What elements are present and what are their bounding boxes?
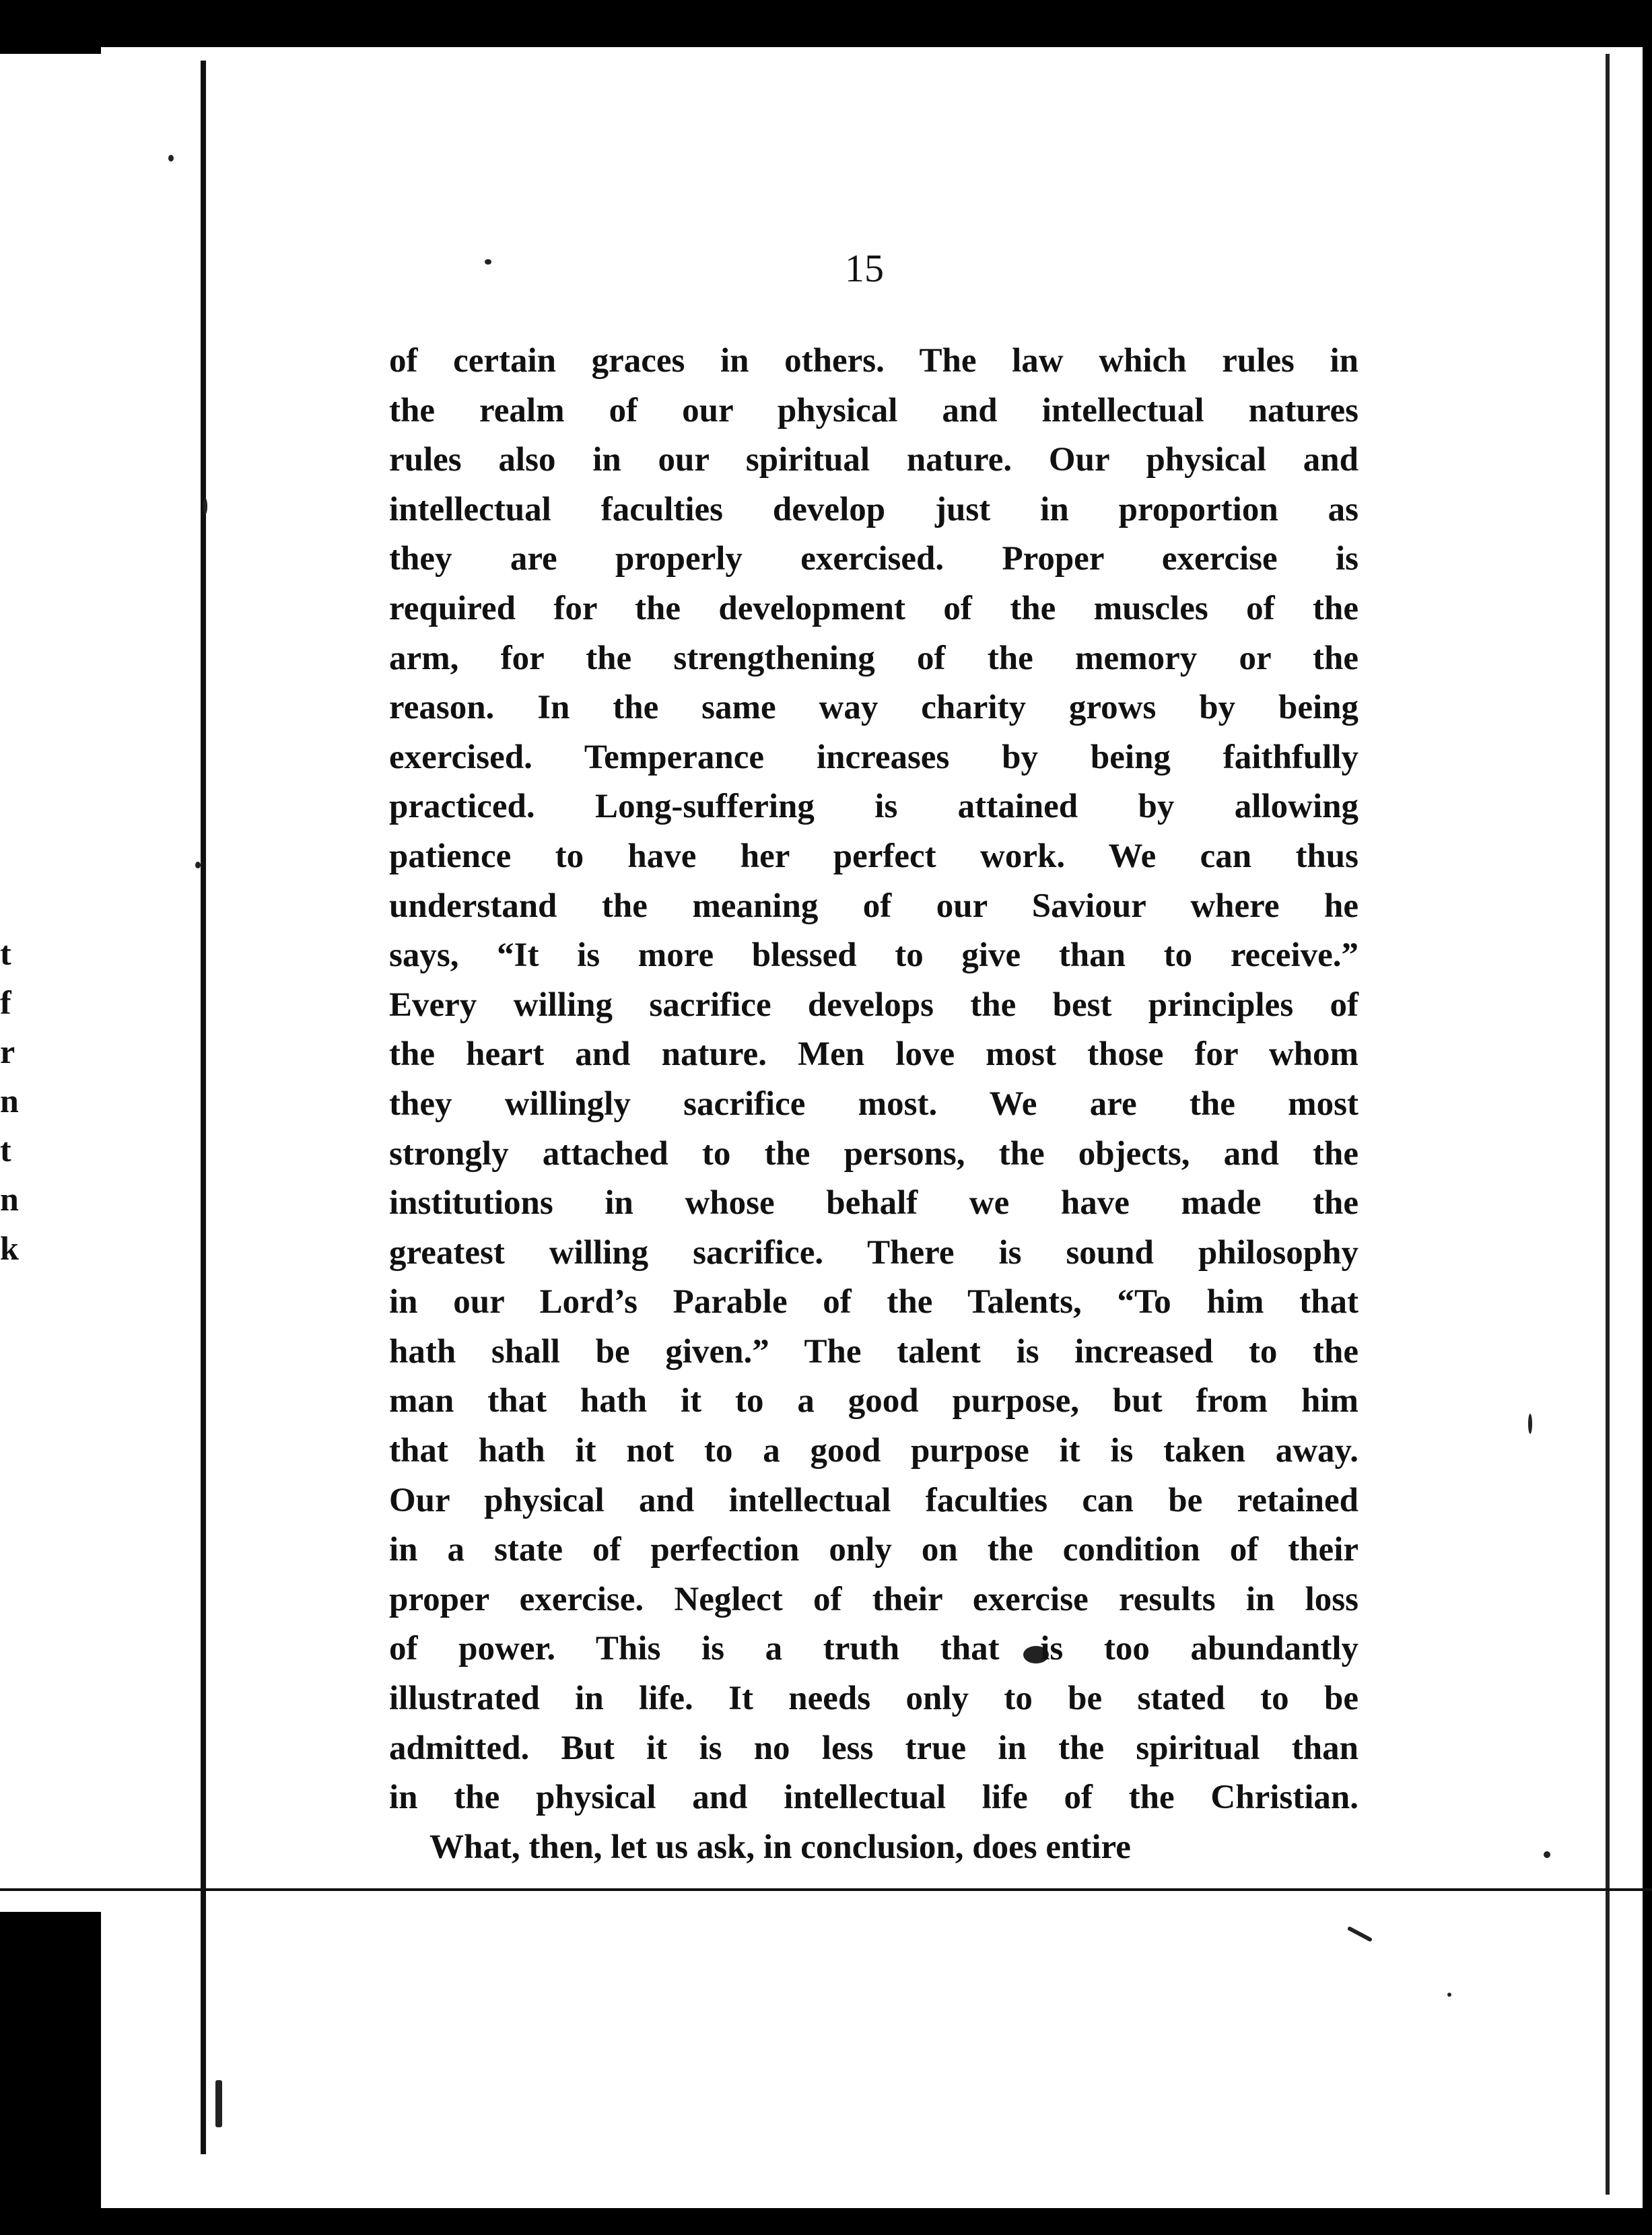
scan-speck — [168, 155, 174, 162]
text-line: says, “It is more blessed to give than to receive.” — [389, 936, 1358, 975]
text-line: the heart and nature. Men love most those for whom — [389, 1035, 1358, 1074]
facing-page-letter: f — [0, 984, 11, 1021]
text-line: Our physical and intellectual faculties can be retained — [389, 1481, 1358, 1519]
text-line: arm, for the strengthening of the memory or the — [389, 639, 1358, 677]
page-number: 15 — [845, 246, 884, 290]
facing-page-edge — [0, 54, 202, 1912]
text-line: illustrated in life. It needs only to be stated to be — [389, 1680, 1358, 1718]
facing-page-letter: r — [0, 1033, 15, 1070]
text-line: that hath it not to a good purpose it is taken away. — [389, 1432, 1358, 1470]
facing-page-letter: t — [0, 1131, 11, 1169]
text-line: of certain graces in others. The law which rules in — [389, 342, 1358, 380]
text-line: in our Lord’s Parable of the Talents, “To him that — [389, 1283, 1358, 1321]
scan-speck — [1447, 1993, 1451, 1997]
text-line: required for the development of the muscles of the — [389, 589, 1358, 627]
text-line: in a state of perfection only on the condition of their — [389, 1531, 1358, 1569]
text-line: understand the meaning of our Saviour where he — [389, 887, 1358, 925]
text-line: intellectual faculties develop just in proportion as — [389, 490, 1358, 528]
scan-speck — [195, 862, 201, 868]
page-edge-rule — [1606, 54, 1610, 2195]
text-line: admitted. But it is no less true in the spiritual than — [389, 1729, 1358, 1767]
bottom-rule — [0, 1888, 1652, 1891]
text-line: strongly attached to the persons, the objects, and the — [389, 1134, 1358, 1173]
text-line: proper exercise. Neglect of their exercise results in loss — [389, 1580, 1358, 1618]
binding-fold — [201, 61, 206, 2154]
text-line: practiced. Long-suffering is attained by allowing — [389, 788, 1358, 826]
facing-page-letters — [0, 929, 20, 1273]
text-line: reason. In the same way charity grows by being — [389, 689, 1358, 727]
text-line: they are properly exercised. Proper exercise is — [389, 540, 1358, 578]
scan-speck — [485, 259, 491, 265]
body-text — [389, 337, 1358, 1872]
text-line: institutions in whose behalf we have made the — [389, 1184, 1358, 1223]
text-line: patience to have her perfect work. We can thus — [389, 837, 1358, 875]
text-line: What, then, let us ask, in conclusion, does entire — [429, 1828, 1131, 1866]
text-line: in the physical and intellectual life of the Christian. — [389, 1779, 1358, 1817]
scan-speck — [1528, 1414, 1532, 1434]
text-line: they willingly sacrifice most. We are the most — [389, 1085, 1358, 1123]
scan-speck — [215, 2080, 222, 2127]
facing-page-letter: k — [0, 1229, 19, 1267]
text-line: the realm of our physical and intellectual natures — [389, 391, 1358, 429]
text-line: man that hath it to a good purpose, but from him — [389, 1382, 1358, 1420]
scan-speck — [1544, 1851, 1550, 1858]
facing-page-letter: n — [0, 1180, 19, 1218]
text-line: exercised. Temperance increases by being faithfully — [389, 738, 1358, 776]
text-line: hath shall be given.” The talent is increased to the — [389, 1332, 1358, 1371]
facing-page-letter: n — [0, 1082, 19, 1120]
text-line: greatest willing sacrifice. There is sound philosophy — [389, 1233, 1358, 1272]
text-line: rules also in our spiritual nature. Our physical and — [389, 441, 1358, 479]
text-line: Every willing sacrifice develops the best principles of — [389, 986, 1358, 1024]
facing-page-letter: t — [0, 934, 11, 972]
scan-speck — [203, 498, 207, 514]
text-line: of power. This is a truth that is too abundantly — [389, 1630, 1358, 1668]
